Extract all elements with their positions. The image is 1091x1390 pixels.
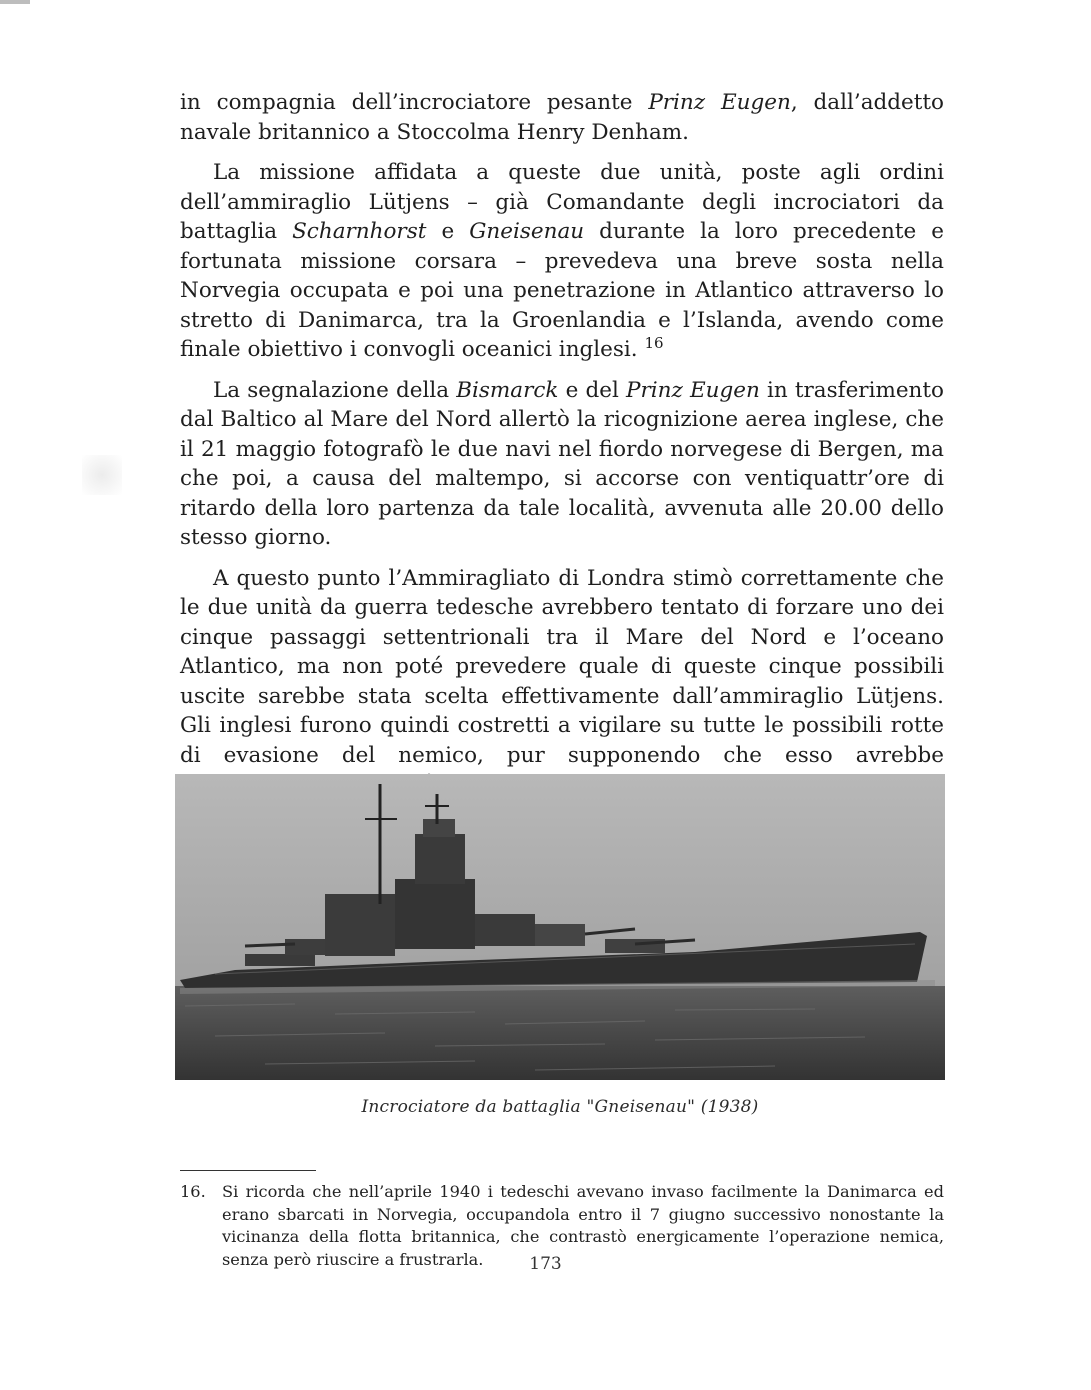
ship-name: Prinz Eugen: [626, 377, 760, 403]
ship-name: Gneisenau: [469, 219, 585, 244]
paragraph-4: A questo punto l’Ammiragliato di Londra stimò correttamente che le due unità da guerra tedesche avrebbero tentato di forzare uno dei cinque passaggi settentrionali tra il Mare del Nord e l’oceano Atlantico, ma non poté prevedere quale di queste cinque possibili uscite sarebbe stata scelta effettivamente dall’ammiraglio Lütjens. Gli inglesi furono quindi costretti a vigilare su tutte le possibili rotte di evasione del nemico, pur supponendo che esso avrebbe: [180, 565, 944, 768]
ship-name: Bismarck: [456, 377, 559, 403]
ship-name: Scharnhorst: [292, 219, 427, 244]
ship-name: Prinz Eugen: [648, 90, 791, 115]
page-number: 173: [529, 1254, 562, 1274]
battleship-illustration: [175, 774, 945, 1080]
footnote-text: Si ricorda che nell’aprile 1940 i tedeschi avevano invaso facilmente la Danimarca ed erano sbarcati in Norvegia, occupandola entro il 7 giugno successivo nonostante la vicinanza della flotta britannica, che contrastò energicamente l’operazione nemica, senza però riuscire a frustrarla.: [222, 1182, 944, 1269]
footnote-separator: [180, 1170, 316, 1171]
paragraph-3: La segnalazione della Bismarck e del Prinz Eugen in trasferimento dal Baltico al Mare del Nord allertò la ricognizione aerea inglese, che il 21 maggio fotografò le due navi nel fiordo norvegese di Bergen, ma che poi, a causa del maltempo, si accorse con ventiquattr’ore di ritardo della loro partenza da tale località, avvenuta alle 20.00 dello stesso giorno.: [180, 377, 944, 550]
scan-mark: [0, 0, 30, 4]
footnote-reference[interactable]: 16: [644, 334, 664, 352]
sea: [175, 986, 945, 1080]
figure-caption: Incrociatore da battaglia "Gneisenau" (1938): [361, 1097, 759, 1117]
footnote-number: 16.: [180, 1182, 206, 1201]
paragraph-1: in compagnia dell’incrociatore pesante Prinz Eugen, dall’addetto navale britannico a Stoccolma Henry Denham.: [180, 90, 944, 145]
scan-smudge: [82, 455, 122, 495]
paragraph-2: La missione affidata a queste due unità, poste agli ordini dell’ammiraglio Lütjens – già Comandante degli incrociatori da battaglia Scharnhorst e Gneisenau durante la loro precedente e fortunata missione corsara – prevedeva una breve sosta nella Norvegia occupata e poi una penetrazione in Atlantico attraverso lo stretto di Danimarca, tra la Groenlandia e l’Islanda, avendo come finale obiettivo i convogli oceanici inglesi. $^{16}$: [180, 160, 944, 362]
battleship-photo: [175, 774, 945, 1080]
body-text: [180, 88, 944, 840]
